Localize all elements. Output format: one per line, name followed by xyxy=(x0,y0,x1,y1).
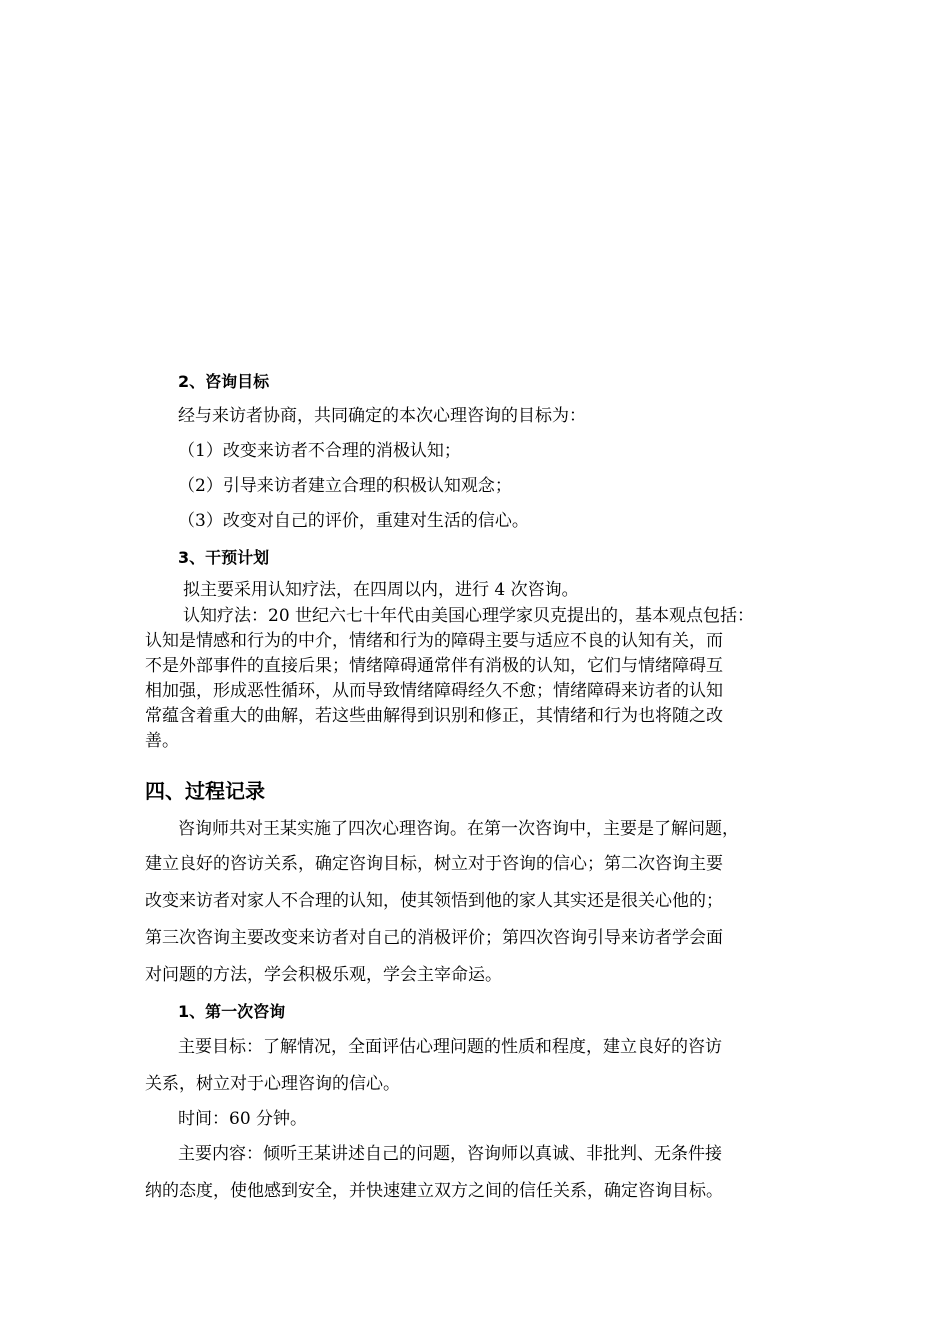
process-summary-line-2: 建立良好的咨访关系，确定咨询目标，树立对于咨询的信心；第二次咨询主要 xyxy=(145,854,723,874)
first-session-time: 时间：60 分钟。 xyxy=(178,1109,308,1129)
first-session-goal-line-2: 关系，树立对于心理咨询的信心。 xyxy=(145,1074,400,1094)
goals-heading: 2、咨询目标 xyxy=(178,372,270,391)
goals-intro: 经与来访者协商，共同确定的本次心理咨询的目标为： xyxy=(178,406,586,426)
process-heading: 四、过程记录 xyxy=(145,779,265,803)
cognitive-line-3: 不是外部事件的直接后果；情绪障碍通常伴有消极的认知，它们与情绪障碍互 xyxy=(145,656,723,676)
first-session-content-line-1: 主要内容：倾听王某讲述自己的问题，咨询师以真诚、非批判、无条件接 xyxy=(178,1144,722,1164)
first-session-content-line-2: 纳的态度，使他感到安全，并快速建立双方之间的信任关系，确定咨询目标。 xyxy=(145,1181,723,1201)
cognitive-line-1: 认知疗法：20 世纪六七十年代由美国心理学家贝克提出的，基本观点包括： xyxy=(183,606,755,626)
first-session-heading: 1、第一次咨询 xyxy=(178,1002,286,1021)
goal-item-3: （3）改变对自己的评价，重建对生活的信心。 xyxy=(178,511,529,531)
plan-heading: 3、干预计划 xyxy=(178,548,270,567)
cognitive-line-5: 常蕴含着重大的曲解，若这些曲解得到识别和修正，其情绪和行为也将随之改 xyxy=(145,706,723,726)
goal-item-1: （1）改变来访者不合理的消极认知； xyxy=(178,441,461,461)
process-summary-line-1: 咨询师共对王某实施了四次心理咨询。在第一次咨询中，主要是了解问题， xyxy=(178,819,739,839)
plan-line: 拟主要采用认知疗法，在四周以内，进行 4 次咨询。 xyxy=(183,580,579,600)
goal-item-2: （2）引导来访者建立合理的积极认知观念； xyxy=(178,476,512,496)
cognitive-line-2: 认知是情感和行为的中介，情绪和行为的障碍主要与适应不良的认知有关，而 xyxy=(145,631,723,651)
first-session-goal-line-1: 主要目标：了解情况，全面评估心理问题的性质和程度，建立良好的咨访 xyxy=(178,1037,722,1057)
cognitive-line-4: 相加强，形成恶性循环，从而导致情绪障碍经久不愈；情绪障碍来访者的认知 xyxy=(145,681,723,701)
process-summary-line-5: 对问题的方法，学会积极乐观，学会主宰命运。 xyxy=(145,965,502,985)
process-summary-line-4: 第三次咨询主要改变来访者对自己的消极评价；第四次咨询引导来访者学会面 xyxy=(145,928,723,948)
cognitive-line-6: 善。 xyxy=(145,731,179,751)
process-summary-line-3: 改变来访者对家人不合理的认知，使其领悟到他的家人其实还是很关心他的； xyxy=(145,891,723,911)
